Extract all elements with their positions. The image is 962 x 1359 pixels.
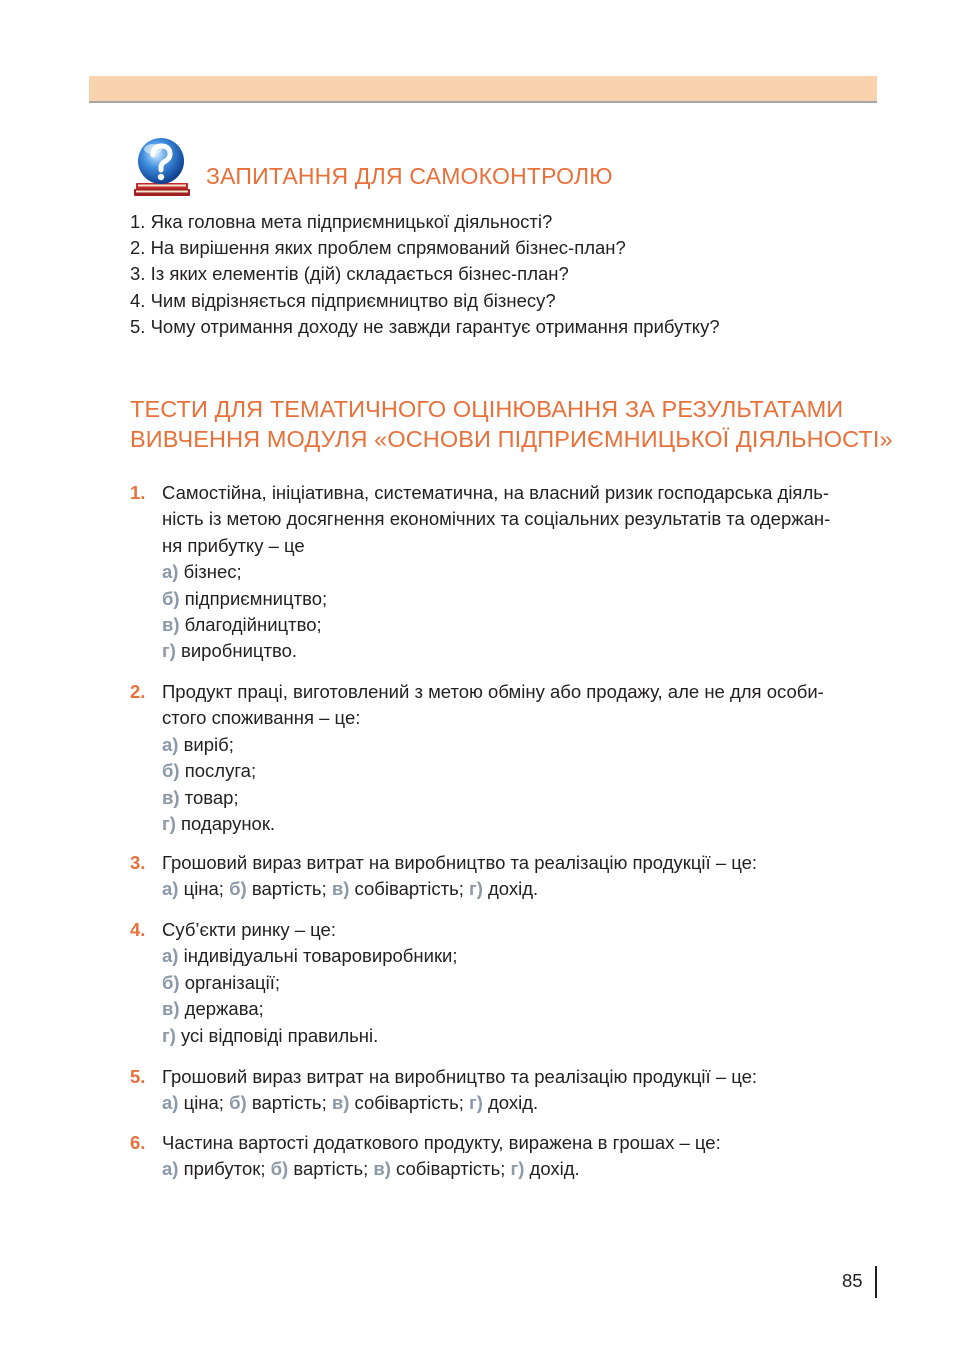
question-book-icon (130, 136, 192, 198)
test-item-5 (130, 1064, 890, 1117)
answer-option: а) виріб; (162, 733, 234, 755)
answer-option: а) індивідуальні товаровиробники; (162, 945, 458, 967)
test-item-3 (130, 850, 890, 903)
answer-option: б) підприємництво; (162, 587, 328, 609)
tests-section-title (130, 395, 910, 454)
test-question-line: Частина вартості додаткового продукту, виражена в грошах – це: (162, 1132, 721, 1153)
test-item-2 (130, 679, 890, 837)
answer-option: г) виробництво. (162, 640, 298, 662)
test-question-line: Суб’єкти ринку – це: (162, 919, 336, 940)
self-control-question: 5. Чому отримання доходу не завжди гарантує отримання прибутку? (130, 315, 720, 337)
tests-title-line: ТЕСТИ ДЛЯ ТЕМАТИЧНОГО ОЦІНЮВАННЯ ЗА РЕЗУЛЬТАТАМИ (130, 396, 844, 422)
answer-option: б) організації; (162, 971, 281, 993)
self-control-questions (130, 209, 890, 340)
test-question-line: Грошовий вираз витрат на виробництво та реалізацію продукції – це: (162, 852, 758, 873)
test-question-line: Грошовий вираз витрат на виробництво та реалізацію продукції – це: (162, 1066, 758, 1087)
answer-options-inline: а) прибуток; б) вартість; в) собівартість; г) дохід. (162, 1158, 580, 1180)
test-item-1 (130, 480, 890, 665)
answer-option: г) подарунок. (162, 813, 276, 835)
answer-option: г) усі відповіді правильні. (162, 1024, 379, 1046)
test-number: 3. (130, 852, 146, 873)
test-question-line: стого споживання – це: (162, 707, 361, 729)
test-question-line: ня прибутку – це (162, 534, 305, 556)
answer-option: в) благодійництво; (162, 614, 322, 636)
self-control-question: 3. Із яких елементів (дій) складається бізнес-план? (130, 263, 569, 285)
page-number: 85 (842, 1270, 863, 1291)
test-question-line: Продукт праці, виготовлений з метою обміну або продажу, але не для особи- (162, 681, 824, 702)
answer-option: в) держава; (162, 998, 264, 1020)
test-item-4 (130, 917, 890, 1049)
test-number: 1. (130, 482, 146, 503)
test-number: 2. (130, 681, 146, 702)
test-number: 6. (130, 1132, 146, 1153)
self-control-title: ЗАПИТАННЯ ДЛЯ САМОКОНТРОЛЮ (206, 163, 613, 189)
answer-options-inline: а) ціна; б) вартість; в) собівартість; г) дохід. (162, 878, 539, 900)
answer-option: а) бізнес; (162, 561, 242, 583)
header-band (89, 76, 877, 103)
test-number: 5. (130, 1066, 146, 1087)
tests-title-line: ВИВЧЕННЯ МОДУЛЯ «ОСНОВИ ПІДПРИЄМНИЦЬКОЇ ДІЯЛЬНОСТІ» (130, 425, 893, 452)
answer-options-inline: а) ціна; б) вартість; в) собівартість; г) дохід. (162, 1092, 539, 1114)
self-control-question: 4. Чим відрізняється підприємництво від бізнесу? (130, 289, 556, 311)
test-number: 4. (130, 919, 146, 940)
test-item-6 (130, 1130, 890, 1183)
self-control-question: 1. Яка головна мета підприємницької діяльності? (130, 211, 553, 232)
page-number-rule (875, 1266, 877, 1298)
test-question-line: ність із метою досягнення економічних та соціальних результатів та одержан- (162, 508, 831, 530)
test-question-line: Самостійна, ініціативна, систематична, на власний ризик господарська діяль- (162, 482, 830, 503)
self-control-question: 2. На вирішення яких проблем спрямований бізнес-план? (130, 237, 626, 259)
answer-option: б) послуга; (162, 760, 257, 782)
answer-option: в) товар; (162, 786, 239, 808)
